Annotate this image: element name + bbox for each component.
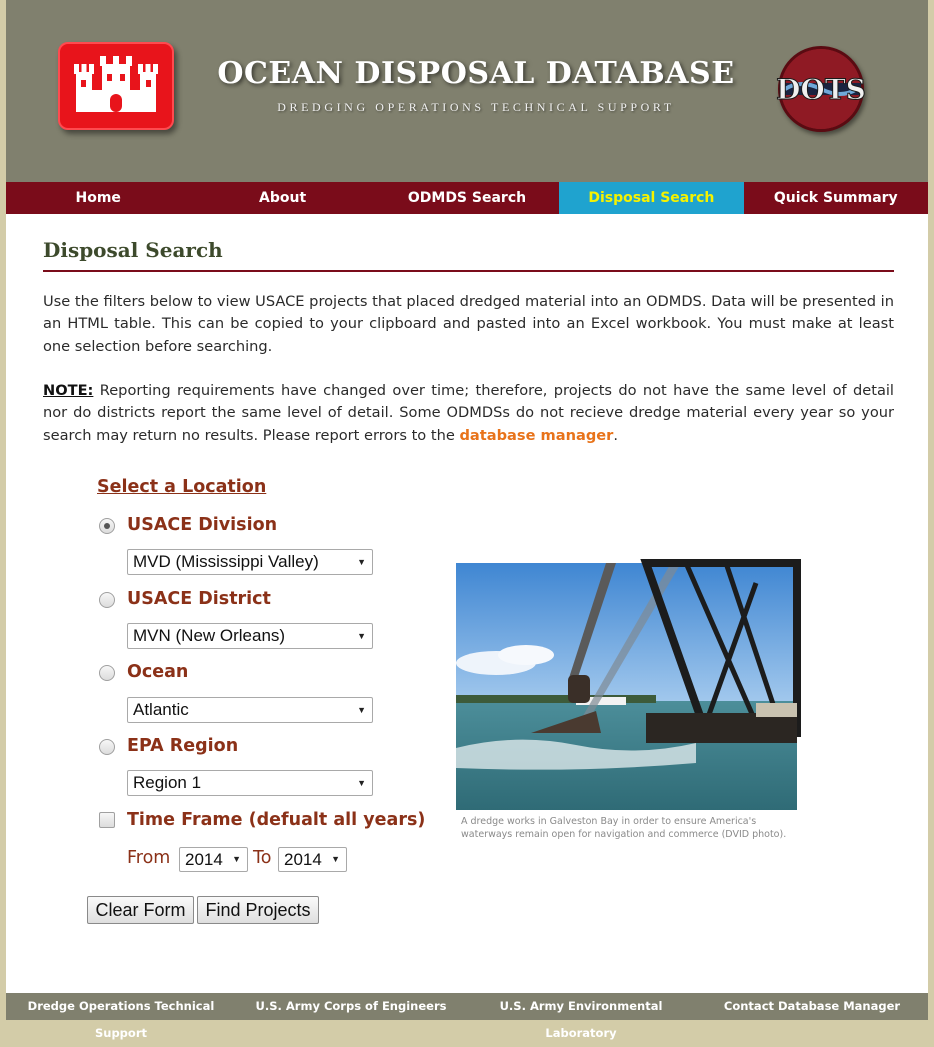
chevron-down-icon: ▼ [232, 854, 241, 864]
epa-label: EPA Region [127, 736, 239, 756]
note-paragraph [43, 380, 894, 447]
chevron-down-icon: ▼ [357, 705, 366, 715]
district-label: USACE District [127, 589, 271, 609]
database-manager-link[interactable]: database manager [459, 426, 614, 444]
castle-logo[interactable] [58, 42, 174, 130]
nav-quick-summary[interactable]: Quick Summary [773, 190, 898, 206]
note-label: NOTE: [43, 382, 94, 399]
chevron-down-icon: ▼ [331, 854, 340, 864]
division-select[interactable] [127, 549, 373, 575]
select-location-heading: Select a Location [97, 477, 267, 497]
from-year-select[interactable] [179, 847, 248, 872]
chevron-down-icon: ▼ [357, 631, 366, 641]
find-projects-button[interactable]: Find Projects [197, 896, 319, 924]
site-title: OCEAN DISPOSAL DATABASE [217, 56, 735, 91]
ocean-select[interactable] [127, 697, 373, 723]
division-radio[interactable] [99, 518, 115, 534]
footer-usace-link[interactable]: U.S. Army Corps of Engineers [255, 999, 447, 1013]
to-year-value: 2014 [284, 850, 322, 869]
castle-icon [66, 50, 166, 122]
nav-about[interactable]: About [259, 190, 307, 206]
note-text: Reporting requirements have changed over time; therefore, projects do not have the same level of detail nor do districts report the same level of detail. Some ODMDSs do not recieve dredge material every year so your search may return no results. Please report errors to the [43, 382, 894, 444]
heading-divider [43, 270, 894, 272]
epa-select-value: Region 1 [133, 773, 202, 792]
from-year-value: 2014 [185, 850, 223, 869]
ocean-label: Ocean [127, 662, 189, 682]
footer-dots-link[interactable]: Dredge Operations Technical Support [27, 999, 215, 1040]
footer-contact-link[interactable]: Contact Database Manager [723, 999, 901, 1013]
dots-logo[interactable] [778, 46, 864, 132]
site-footer [6, 993, 928, 1040]
page [6, 0, 928, 1040]
to-year-select[interactable] [278, 847, 347, 872]
division-label: USACE Division [127, 515, 278, 535]
timeframe-checkbox[interactable] [99, 812, 115, 828]
epa-select[interactable] [127, 770, 373, 796]
photo-caption: A dredge works in Galveston Bay in order to ensure America's waterways remain open for navigation and commerce (DVID photo). [461, 816, 787, 840]
district-select[interactable] [127, 623, 373, 649]
site-header [6, 0, 928, 182]
nav-home[interactable]: Home [75, 190, 121, 206]
dredge-photo [456, 563, 797, 810]
to-label: To [253, 848, 272, 868]
timeframe-label: Time Frame (defualt all years) [127, 810, 426, 830]
ocean-radio[interactable] [99, 665, 115, 681]
page-title: Disposal Search [43, 238, 223, 262]
division-select-value: MVD (Mississippi Valley) [133, 552, 319, 571]
ocean-select-value: Atlantic [133, 700, 189, 719]
chevron-down-icon: ▼ [357, 557, 366, 567]
intro-paragraph: Use the filters below to view USACE projects that placed dredged material into an ODMDS. Data will be presented in an HTML table. This can be copied to your clipboard and pasted into an Excel workbook. You must make at least one selection before searching. [43, 293, 894, 355]
epa-radio[interactable] [99, 739, 115, 755]
dots-logo-text: DOTS [776, 73, 866, 106]
chevron-down-icon: ▼ [357, 778, 366, 788]
site-subtitle: DREDGING OPERATIONS TECHNICAL SUPPORT [277, 100, 675, 114]
clear-form-button[interactable]: Clear Form [87, 896, 194, 924]
footer-environmental-lab-link[interactable]: U.S. Army Environmental Laboratory [499, 999, 663, 1040]
district-radio[interactable] [99, 592, 115, 608]
dots-emblem-icon [776, 49, 866, 129]
nav-disposal-search[interactable]: Disposal Search [559, 182, 743, 214]
district-select-value: MVN (New Orleans) [133, 626, 286, 645]
from-label: From [127, 848, 171, 868]
dredge-photo-image [456, 563, 797, 810]
main-nav [6, 182, 928, 214]
nav-odmds-search[interactable]: ODMDS Search [407, 190, 527, 206]
note-end: . [613, 426, 619, 444]
